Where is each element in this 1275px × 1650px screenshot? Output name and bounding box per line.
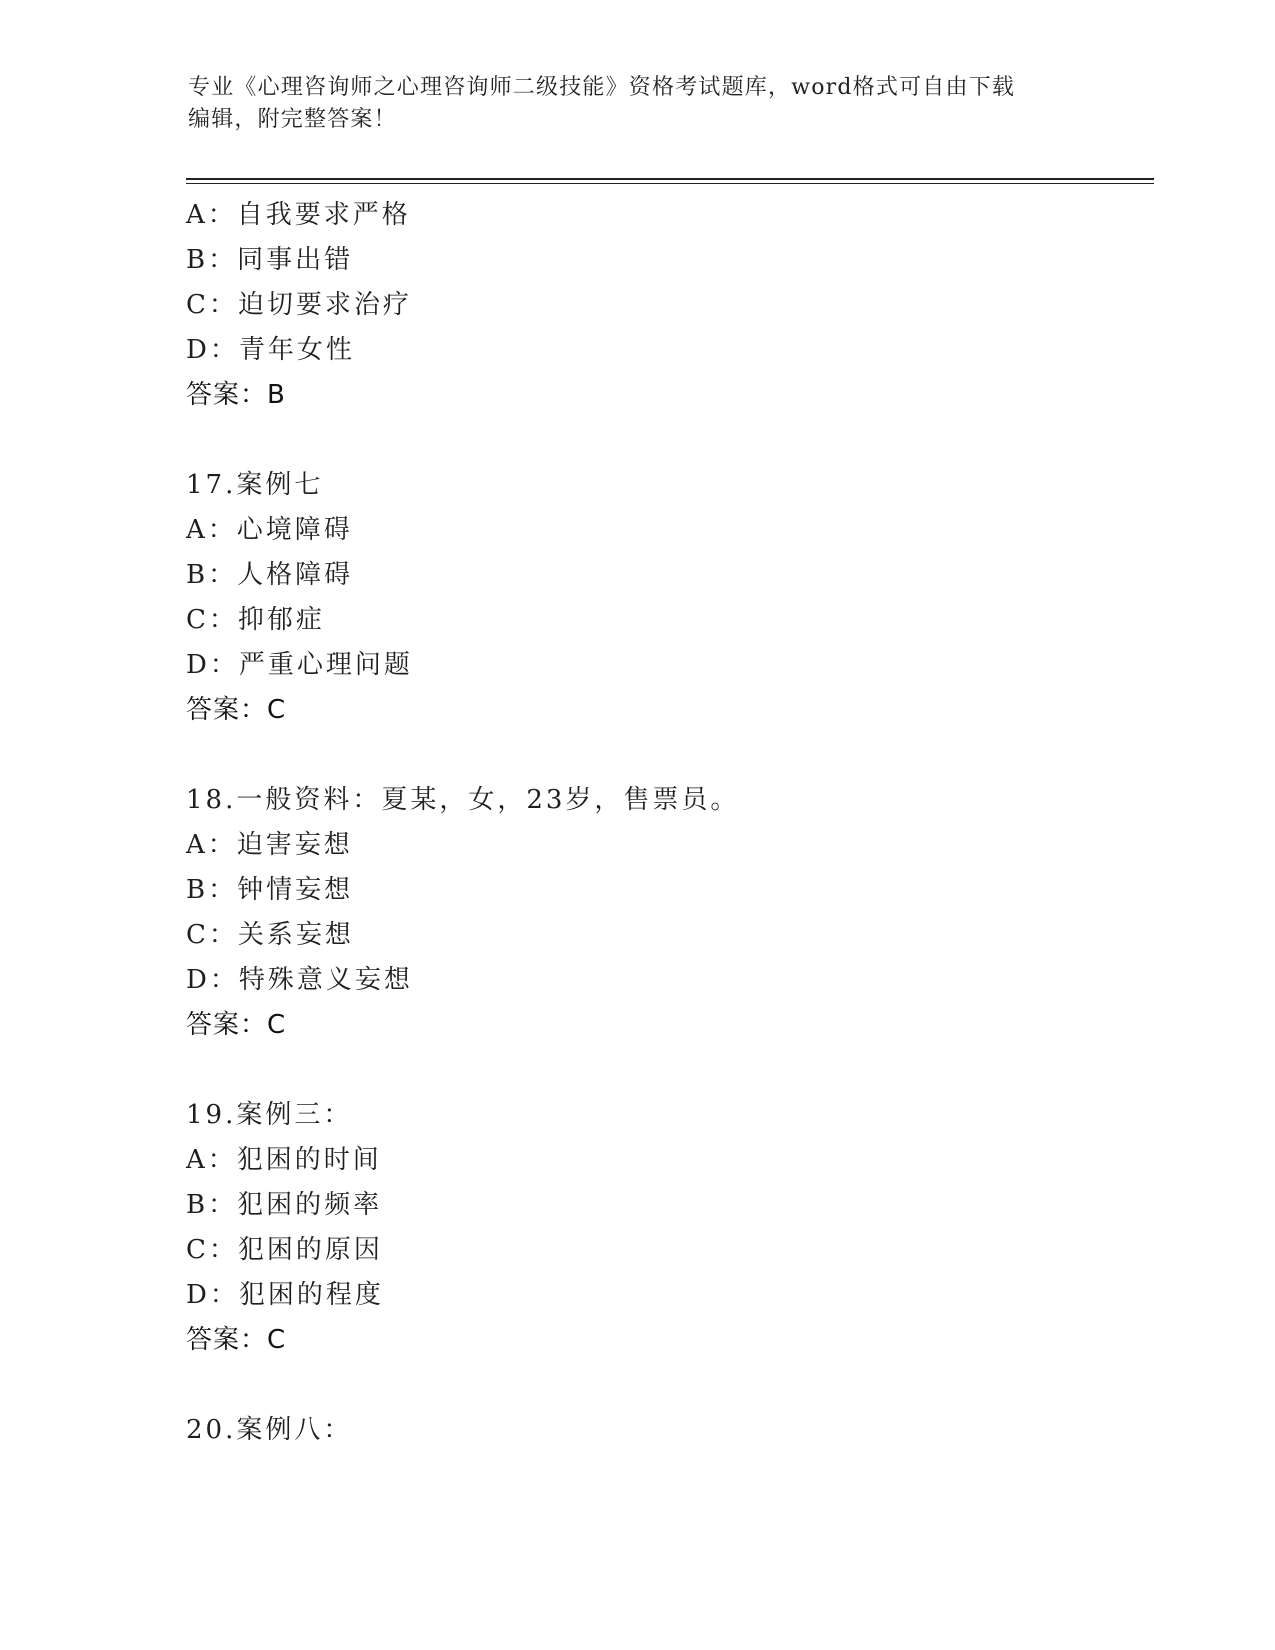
- option-c: C：迫切要求治疗: [186, 290, 412, 320]
- option-c: C：犯困的原因: [186, 1235, 383, 1265]
- option-d: D：严重心理问题: [186, 650, 413, 680]
- option-d: D：青年女性: [186, 335, 355, 365]
- option-b: B：犯困的频率: [186, 1190, 383, 1220]
- header-line-1: 专业《心理咨询师之心理咨询师二级技能》资格考试题库，word格式可自由下载: [188, 75, 1016, 100]
- answer-line: 答案：C: [186, 1325, 287, 1355]
- header-rule-thick: [186, 178, 1154, 180]
- option-b: B：同事出错: [186, 245, 354, 275]
- answer-line: 答案：C: [186, 695, 287, 725]
- header-rule-thin: [186, 183, 1154, 184]
- option-d: D：犯困的程度: [186, 1280, 384, 1310]
- document-header: [188, 72, 1088, 136]
- answer-line: 答案：C: [186, 1010, 287, 1040]
- option-c: C：抑郁症: [186, 605, 325, 635]
- option-b: B：人格障碍: [186, 560, 354, 590]
- question-17: 17.案例七: [186, 470, 324, 500]
- option-a: A：犯困的时间: [186, 1145, 382, 1175]
- header-line-2: 编辑，附完整答案！: [188, 107, 397, 132]
- option-a: A：自我要求严格: [186, 200, 411, 230]
- option-d: D：特殊意义妄想: [186, 965, 413, 995]
- option-b: B：钟情妄想: [186, 875, 354, 905]
- option-a: A：心境障碍: [186, 515, 353, 545]
- option-c: C：关系妄想: [186, 920, 354, 950]
- question-19: 19.案例三：: [186, 1100, 353, 1130]
- option-a: A：迫害妄想: [186, 830, 353, 860]
- question-18: 18.一般资料：夏某，女，23岁，售票员。: [186, 785, 740, 815]
- answer-line: 答案：B: [186, 380, 286, 410]
- question-20: 20.案例八：: [186, 1415, 353, 1445]
